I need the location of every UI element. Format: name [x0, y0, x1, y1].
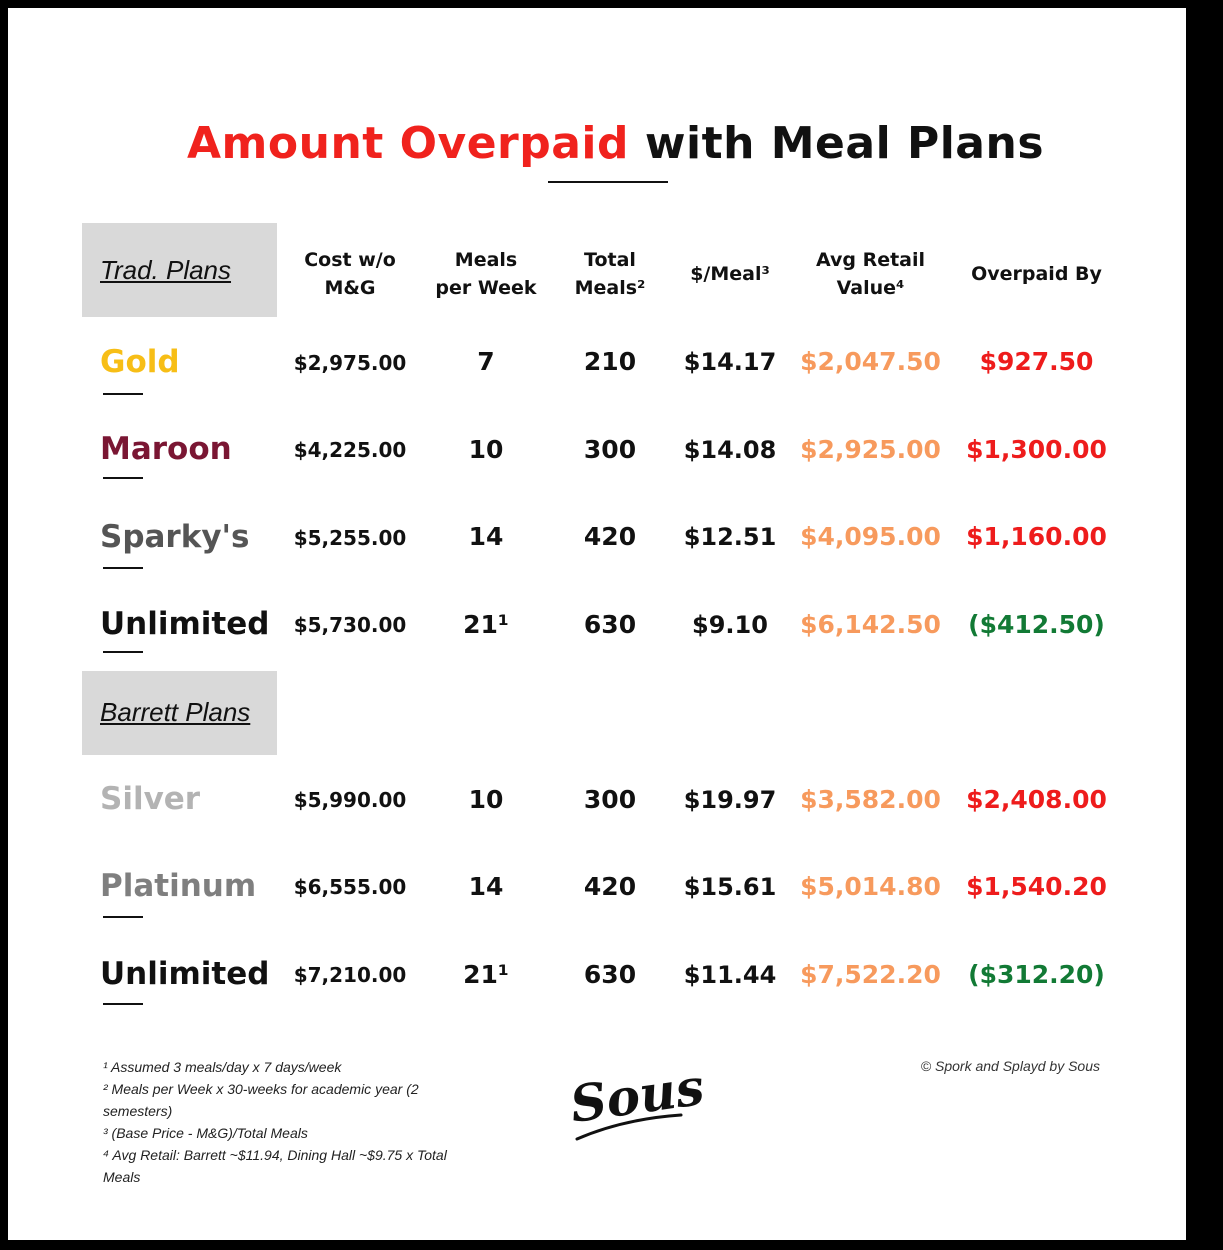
header-avg-line2: Value⁴ — [836, 277, 905, 299]
cell-overpaid: $1,300.00 — [966, 435, 1107, 464]
cell-cost: $7,210.00 — [293, 963, 407, 987]
plan-name-underline — [103, 477, 143, 479]
plan-name-underline — [103, 651, 143, 653]
cell-per-meal: $15.61 — [683, 873, 777, 901]
plan-name-sparkys: Sparky's — [100, 519, 250, 555]
cell-cost: $5,730.00 — [293, 613, 407, 637]
plan-name-unlimited-barrett: Unlimited — [100, 956, 270, 992]
cell-meals-per-week: 7 — [477, 347, 495, 376]
cell-total-meals: 210 — [583, 347, 637, 376]
cell-meals-per-week: 10 — [468, 785, 504, 814]
header-mpw-line1: Meals — [454, 249, 518, 271]
header-cost — [276, 246, 424, 302]
trad-plans-label: Trad. Plans — [100, 255, 232, 285]
header-cost-line1: Cost w/o — [304, 249, 396, 271]
cell-overpaid: $927.50 — [979, 347, 1094, 376]
cell-per-meal: $14.17 — [683, 348, 777, 376]
footnote-3: ³ (Base Price - M&G)/Total Meals — [103, 1125, 308, 1141]
cell-cost: $5,990.00 — [293, 788, 407, 812]
plan-name-underline — [103, 1003, 143, 1005]
cell-overpaid: ($412.50) — [968, 610, 1105, 639]
barrett-plans-label: Barrett Plans — [100, 697, 251, 727]
title-rest: with Meal Plans — [644, 118, 1045, 169]
cell-per-meal: $9.10 — [692, 611, 768, 639]
cell-avg-retail: $4,095.00 — [800, 522, 941, 551]
cell-avg-retail: $2,925.00 — [800, 435, 941, 464]
header-cost-line2: M&G — [324, 277, 376, 299]
cell-cost: $6,555.00 — [293, 875, 407, 899]
cell-total-meals: 420 — [583, 522, 637, 551]
header-meals-per-week — [428, 246, 544, 302]
plan-name-underline — [103, 567, 143, 569]
cell-overpaid: $1,540.20 — [966, 872, 1107, 901]
plan-name-underline — [103, 916, 143, 918]
footnote-1: ¹ Assumed 3 meals/day x 7 days/week — [103, 1059, 342, 1075]
cell-total-meals: 630 — [583, 610, 637, 639]
copyright: © Spork and Splayd by Sous — [920, 1058, 1100, 1074]
cell-cost: $2,975.00 — [293, 351, 407, 375]
cell-per-meal: $12.51 — [683, 523, 777, 551]
header-avg-retail — [793, 246, 948, 302]
cell-overpaid: $1,160.00 — [966, 522, 1107, 551]
cell-total-meals: 300 — [583, 435, 637, 464]
header-avg-line1: Avg Retail — [815, 249, 926, 271]
cell-avg-retail: $6,142.50 — [800, 610, 941, 639]
cell-cost: $5,255.00 — [293, 526, 407, 550]
plan-name-maroon: Maroon — [100, 431, 232, 467]
footnote-2: ² Meals per Week x 30-weeks for academic year (2 semesters) — [103, 1081, 419, 1119]
logo-wordmark: Sous — [566, 1056, 708, 1135]
cell-avg-retail: $3,582.00 — [800, 785, 941, 814]
cell-avg-retail: $5,014.80 — [800, 872, 941, 901]
plan-name-underline — [103, 393, 143, 395]
cell-per-meal: $14.08 — [683, 436, 777, 464]
header-total-line1: Total — [584, 249, 636, 271]
sous-logo — [563, 1053, 708, 1148]
cell-meals-per-week: 14 — [468, 872, 504, 901]
header-mpw-line2: per Week — [435, 277, 537, 299]
cell-avg-retail: $7,522.20 — [800, 960, 941, 989]
plan-name-unlimited-trad: Unlimited — [100, 606, 270, 642]
cell-total-meals: 630 — [583, 960, 637, 989]
cell-cost: $4,225.00 — [293, 438, 407, 462]
header-total-meals — [550, 246, 670, 302]
cell-overpaid: $2,408.00 — [966, 785, 1107, 814]
cell-total-meals: 300 — [583, 785, 637, 814]
footnote-4: ⁴ Avg Retail: Barrett ~$11.94, Dining Hall ~$9.75 x Total Meals — [103, 1147, 447, 1185]
plan-name-silver: Silver — [100, 781, 201, 817]
header-overpaid: Overpaid By — [971, 263, 1102, 285]
header-per-meal: $/Meal³ — [690, 263, 770, 285]
cell-total-meals: 420 — [583, 872, 637, 901]
plan-name-platinum: Platinum — [100, 868, 257, 904]
title-underline — [548, 181, 668, 183]
footnotes — [103, 1056, 463, 1188]
title-highlight: Amount Overpaid — [186, 118, 630, 169]
cell-per-meal: $11.44 — [683, 961, 777, 989]
cell-per-meal: $19.97 — [683, 786, 777, 814]
cell-meals-per-week: 21¹ — [463, 610, 509, 639]
cell-meals-per-week: 21¹ — [463, 960, 509, 989]
cell-overpaid: ($312.20) — [968, 960, 1105, 989]
page-title — [8, 118, 1223, 169]
cell-meals-per-week: 10 — [468, 435, 504, 464]
cell-avg-retail: $2,047.50 — [800, 347, 941, 376]
cell-meals-per-week: 14 — [468, 522, 504, 551]
header-total-line2: Meals² — [574, 277, 646, 299]
infographic-sheet — [8, 8, 1186, 1240]
plan-name-gold: Gold — [100, 344, 180, 380]
